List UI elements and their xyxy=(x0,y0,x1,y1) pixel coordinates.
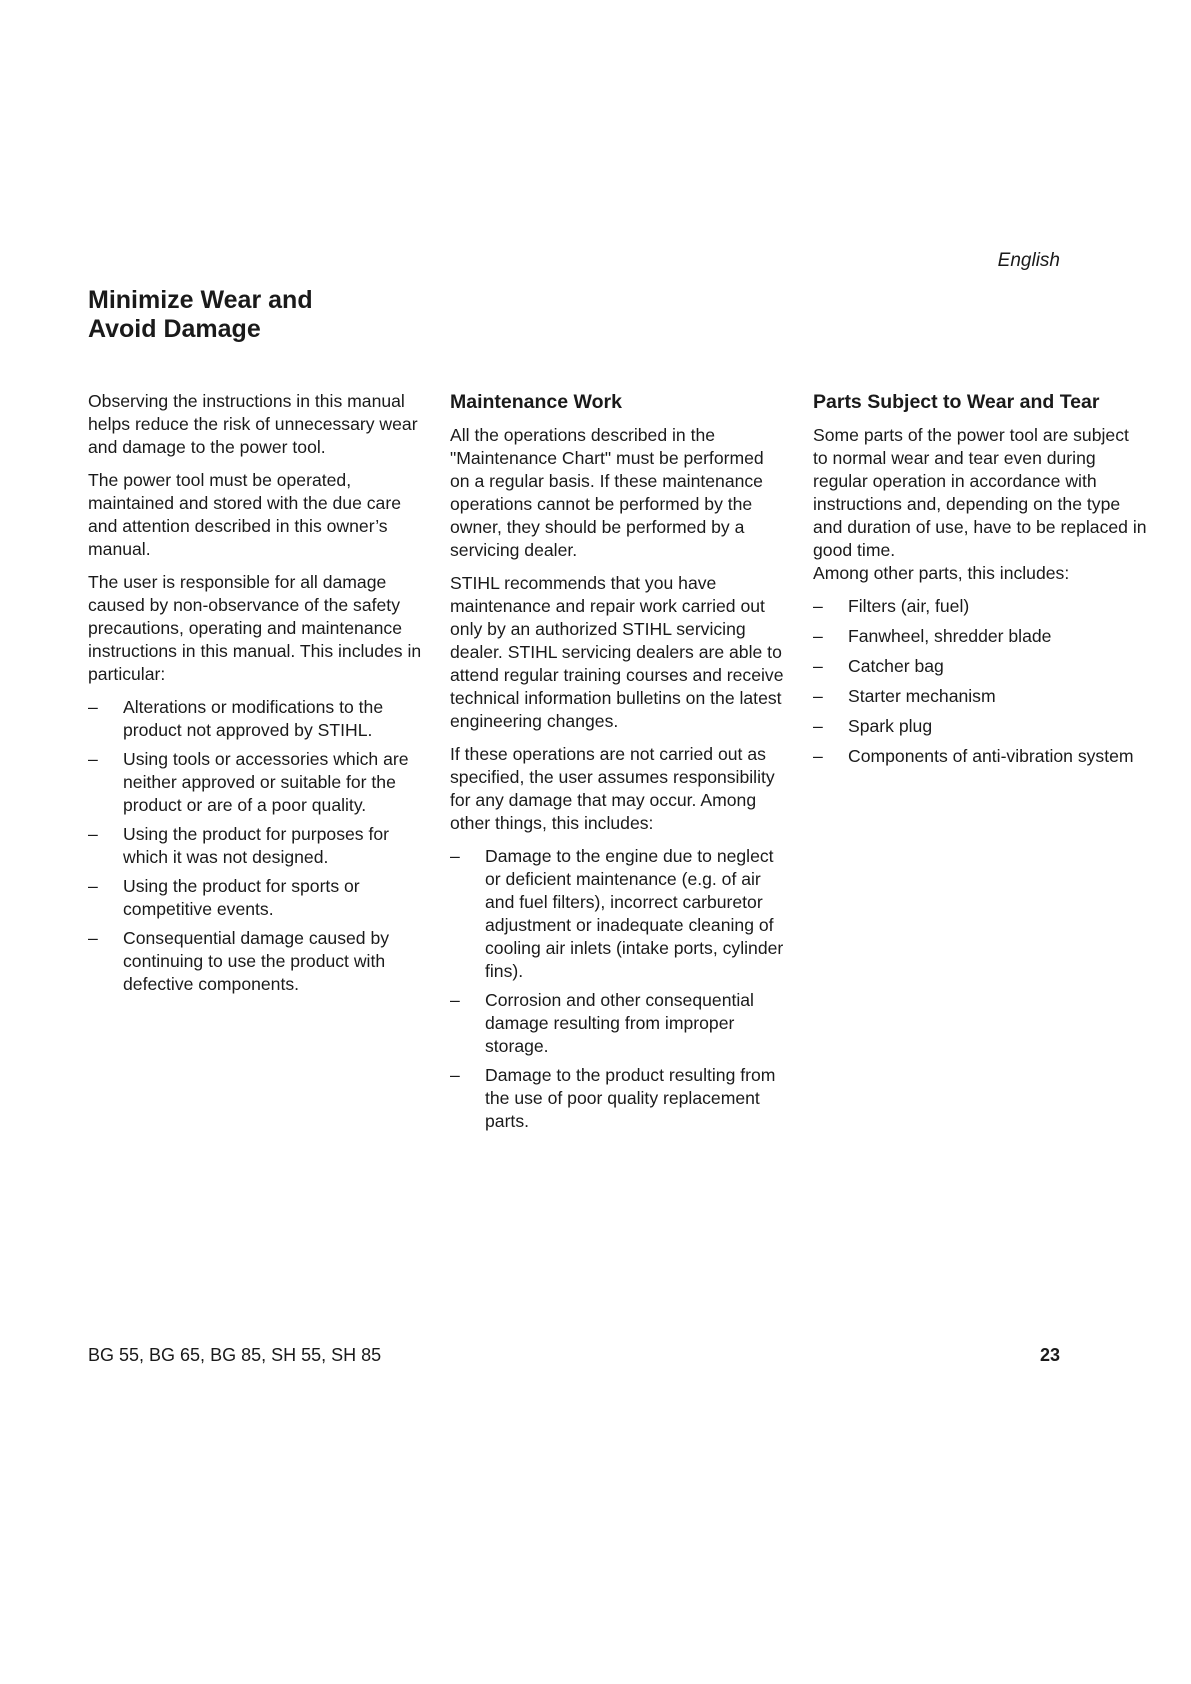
page-title-line-1: Minimize Wear and xyxy=(88,286,313,314)
list-item xyxy=(813,655,1148,678)
dash-bullet: – xyxy=(88,697,98,717)
list-item xyxy=(88,696,423,742)
dash-bullet: – xyxy=(88,824,98,844)
dash-bullet: – xyxy=(813,656,823,676)
list-item-text: Starter mechanism xyxy=(848,686,996,706)
dash-bullet: – xyxy=(88,876,98,896)
damage-list xyxy=(88,696,423,996)
list-item-text: Using the product for purposes for which it was not designed. xyxy=(123,824,390,867)
paragraph: Some parts of the power tool are subject to normal wear and tear even during regular operation in accordance with instructions and, depending on the type and duration of use, have to be replaced in good time. xyxy=(813,425,1147,560)
list-item xyxy=(813,715,1148,738)
dash-bullet: – xyxy=(450,1065,460,1085)
dash-bullet: – xyxy=(88,928,98,948)
list-item xyxy=(813,745,1148,768)
list-item xyxy=(813,625,1148,648)
column-intro xyxy=(88,390,423,1002)
dash-bullet: – xyxy=(450,990,460,1010)
page-title xyxy=(88,286,313,344)
footer-model-list: BG 55, BG 65, BG 85, SH 55, SH 85 xyxy=(88,1345,382,1365)
maintenance-damage-list xyxy=(450,845,785,1133)
dash-bullet: – xyxy=(450,846,460,866)
paragraph: All the operations described in the "Maintenance Chart" must be performed on a regular basis. If these maintenance operations cannot be performed by the owner, they should be performed by a servicing dealer. xyxy=(450,425,764,560)
wear-parts-list xyxy=(813,595,1148,768)
paragraph: STIHL recommends that you have maintenance and repair work carried out only by an authorized STIHL servicing dealer. STIHL servicing dealers are able to attend regular training courses and receive technical information bulletins on the latest engineering changes. xyxy=(450,573,784,731)
list-item xyxy=(813,595,1148,618)
list-item xyxy=(88,823,423,869)
dash-bullet: – xyxy=(813,596,823,616)
wear-parts-heading: Parts Subject to Wear and Tear xyxy=(813,391,1100,413)
list-item xyxy=(88,875,423,921)
list-item xyxy=(450,845,785,983)
dash-bullet: – xyxy=(813,716,823,736)
list-item xyxy=(88,927,423,996)
list-item xyxy=(450,989,785,1058)
list-item-text: Catcher bag xyxy=(848,656,944,676)
paragraph: If these operations are not carried out as specified, the user assumes responsibility for any damage that may occur. Among other things, this includes: xyxy=(450,744,775,833)
paragraph: Observing the instructions in this manual helps reduce the risk of unnecessary wear and damage to the power tool. xyxy=(88,391,418,457)
maintenance-work-heading: Maintenance Work xyxy=(450,391,622,413)
list-item-text: Spark plug xyxy=(848,716,933,736)
paragraph: The user is responsible for all damage caused by non-observance of the safety precautions, operating and maintenance instructions in this manual. This includes in particular: xyxy=(88,572,422,684)
list-item-text: Damage to the engine due to neglect or deficient maintenance (e.g. of air and fuel filters), incorrect carburetor adjustment or inadequate cleaning of cooling air inlets (intake ports, cylinder fins). xyxy=(485,846,784,981)
paragraph-intro: Among other parts, this includes: xyxy=(813,563,1070,583)
list-item-text: Fanwheel, shredder blade xyxy=(848,626,1052,646)
list-item xyxy=(813,685,1148,708)
page-title-line-2: Avoid Damage xyxy=(88,315,261,343)
list-item-text: Using tools or accessories which are neither approved or suitable for the product or are of a poor quality. xyxy=(123,749,409,815)
list-item-text: Consequential damage caused by continuing to use the product with defective components. xyxy=(123,928,390,994)
column-maintenance-work xyxy=(450,390,785,1139)
dash-bullet: – xyxy=(813,746,823,766)
list-item xyxy=(450,1064,785,1133)
column-wear-parts xyxy=(813,390,1148,775)
list-item-text: Alterations or modifications to the product not approved by STIHL. xyxy=(123,697,384,740)
language-label: English xyxy=(997,250,1060,271)
list-item xyxy=(88,748,423,817)
list-item-text: Using the product for sports or competitive events. xyxy=(123,876,360,919)
list-item-text: Damage to the product resulting from the use of poor quality replacement parts. xyxy=(485,1065,776,1131)
list-item-text: Filters (air, fuel) xyxy=(848,596,970,616)
dash-bullet: – xyxy=(88,749,98,769)
dash-bullet: – xyxy=(813,626,823,646)
dash-bullet: – xyxy=(813,686,823,706)
list-item-text: Corrosion and other consequential damage resulting from improper storage. xyxy=(485,990,754,1056)
list-item-text: Components of anti-vibration system xyxy=(848,746,1134,766)
paragraph: The power tool must be operated, maintained and stored with the due care and attention described in this owner’s manual. xyxy=(88,470,401,559)
page-number: 23 xyxy=(1039,1345,1060,1365)
